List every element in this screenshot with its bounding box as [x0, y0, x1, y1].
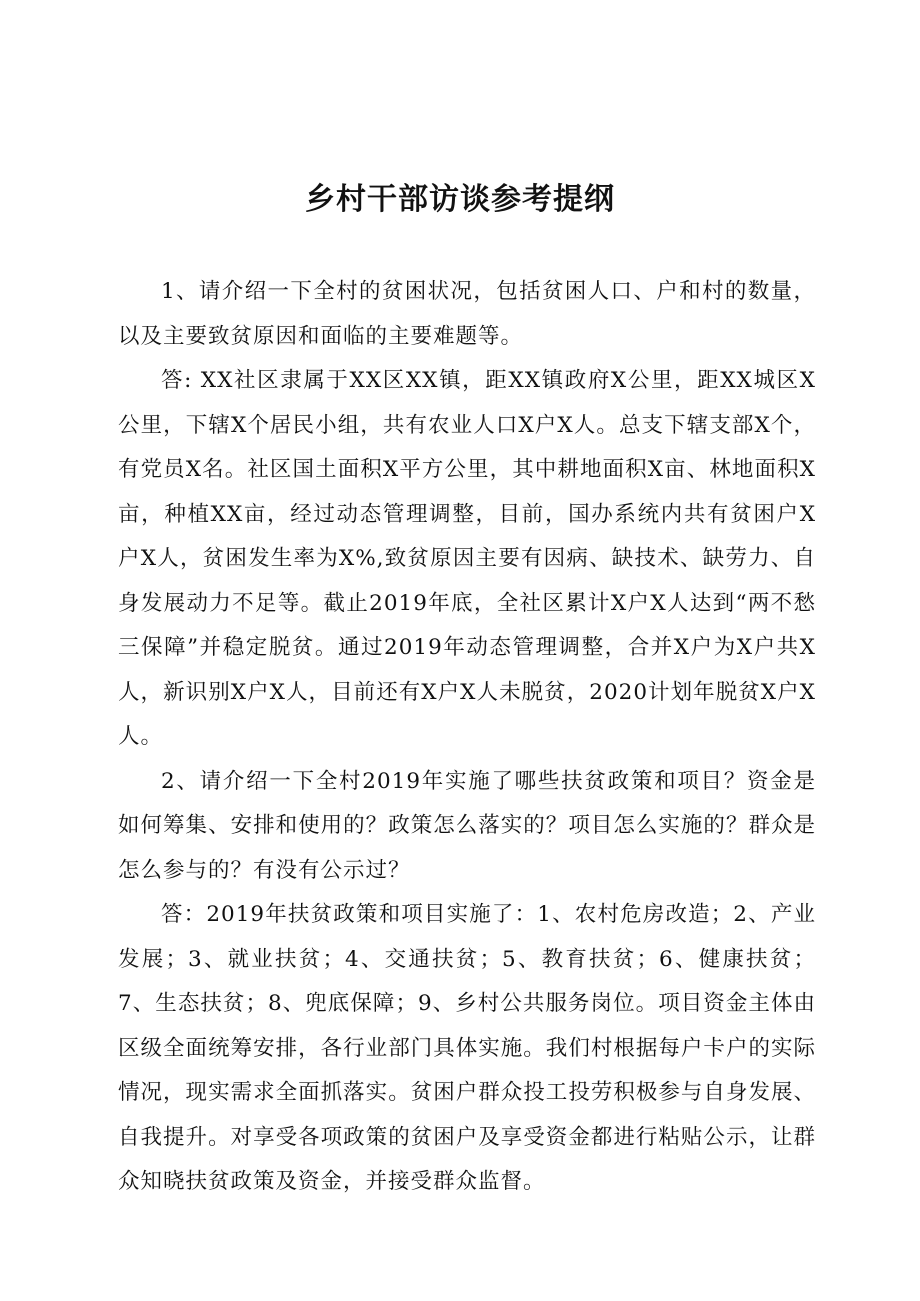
document-body	[118, 270, 816, 1205]
page-title: 乡村干部访谈参考提纲	[305, 182, 615, 217]
answer-1-paragraph: 答: XX社区隶属于XX区XX镇，距XX镇政府X公里，距XX城区X公里，下辖X个居民小组，共有农业人口X户X人。总支下辖支部X个，有党员X名。社区国土面积X平方公里，其中耕地面积X亩、林地面积X亩，种植XX亩，经过动态管理调整，目前，国办系统内共有贫困户X户X人，贫困发生率为X%,致贫原因主要有因病、缺技术、缺劳力、自身发展动力不足等。截止2019年底，全社区累计X户X人达到“两不愁三保障”并稳定脱贫。通过2019年动态管理调整，合并X户为X户共X人，新识别X户X人，目前还有X户X人未脱贫，2020计划年脱贫X户X人。	[118, 368, 816, 749]
question-2-paragraph: 2、请介绍一下全村2019年实施了哪些扶贫政策和项目？资金是如何筹集、安排和使用的？政策怎么落实的？项目怎么实施的？群众是怎么参与的？有没有公示过？	[118, 768, 816, 883]
question-1-paragraph: 1、请介绍一下全村的贫困状况，包括贫困人口、户和村的数量，以及主要致贫原因和面临的主要难题等。	[118, 279, 816, 349]
answer-2-paragraph: 答：2019年扶贫政策和项目实施了：1、农村危房改造；2、产业发展；3、就业扶贫；4、交通扶贫；5、教育扶贫；6、健康扶贫；7、生态扶贫；8、兜底保障；9、乡村公共服务岗位。项目资金主体由区级全面统筹安排，各行业部门具体实施。我们村根据每户卡户的实际情况，现实需求全面抓落实。贫困户群众投工投劳积极参与自身发展、自我提升。对享受各项政策的贫困户及享受资金都进行粘贴公示，让群众知晓扶贫政策及资金，并接受群众监督。	[118, 902, 816, 1194]
